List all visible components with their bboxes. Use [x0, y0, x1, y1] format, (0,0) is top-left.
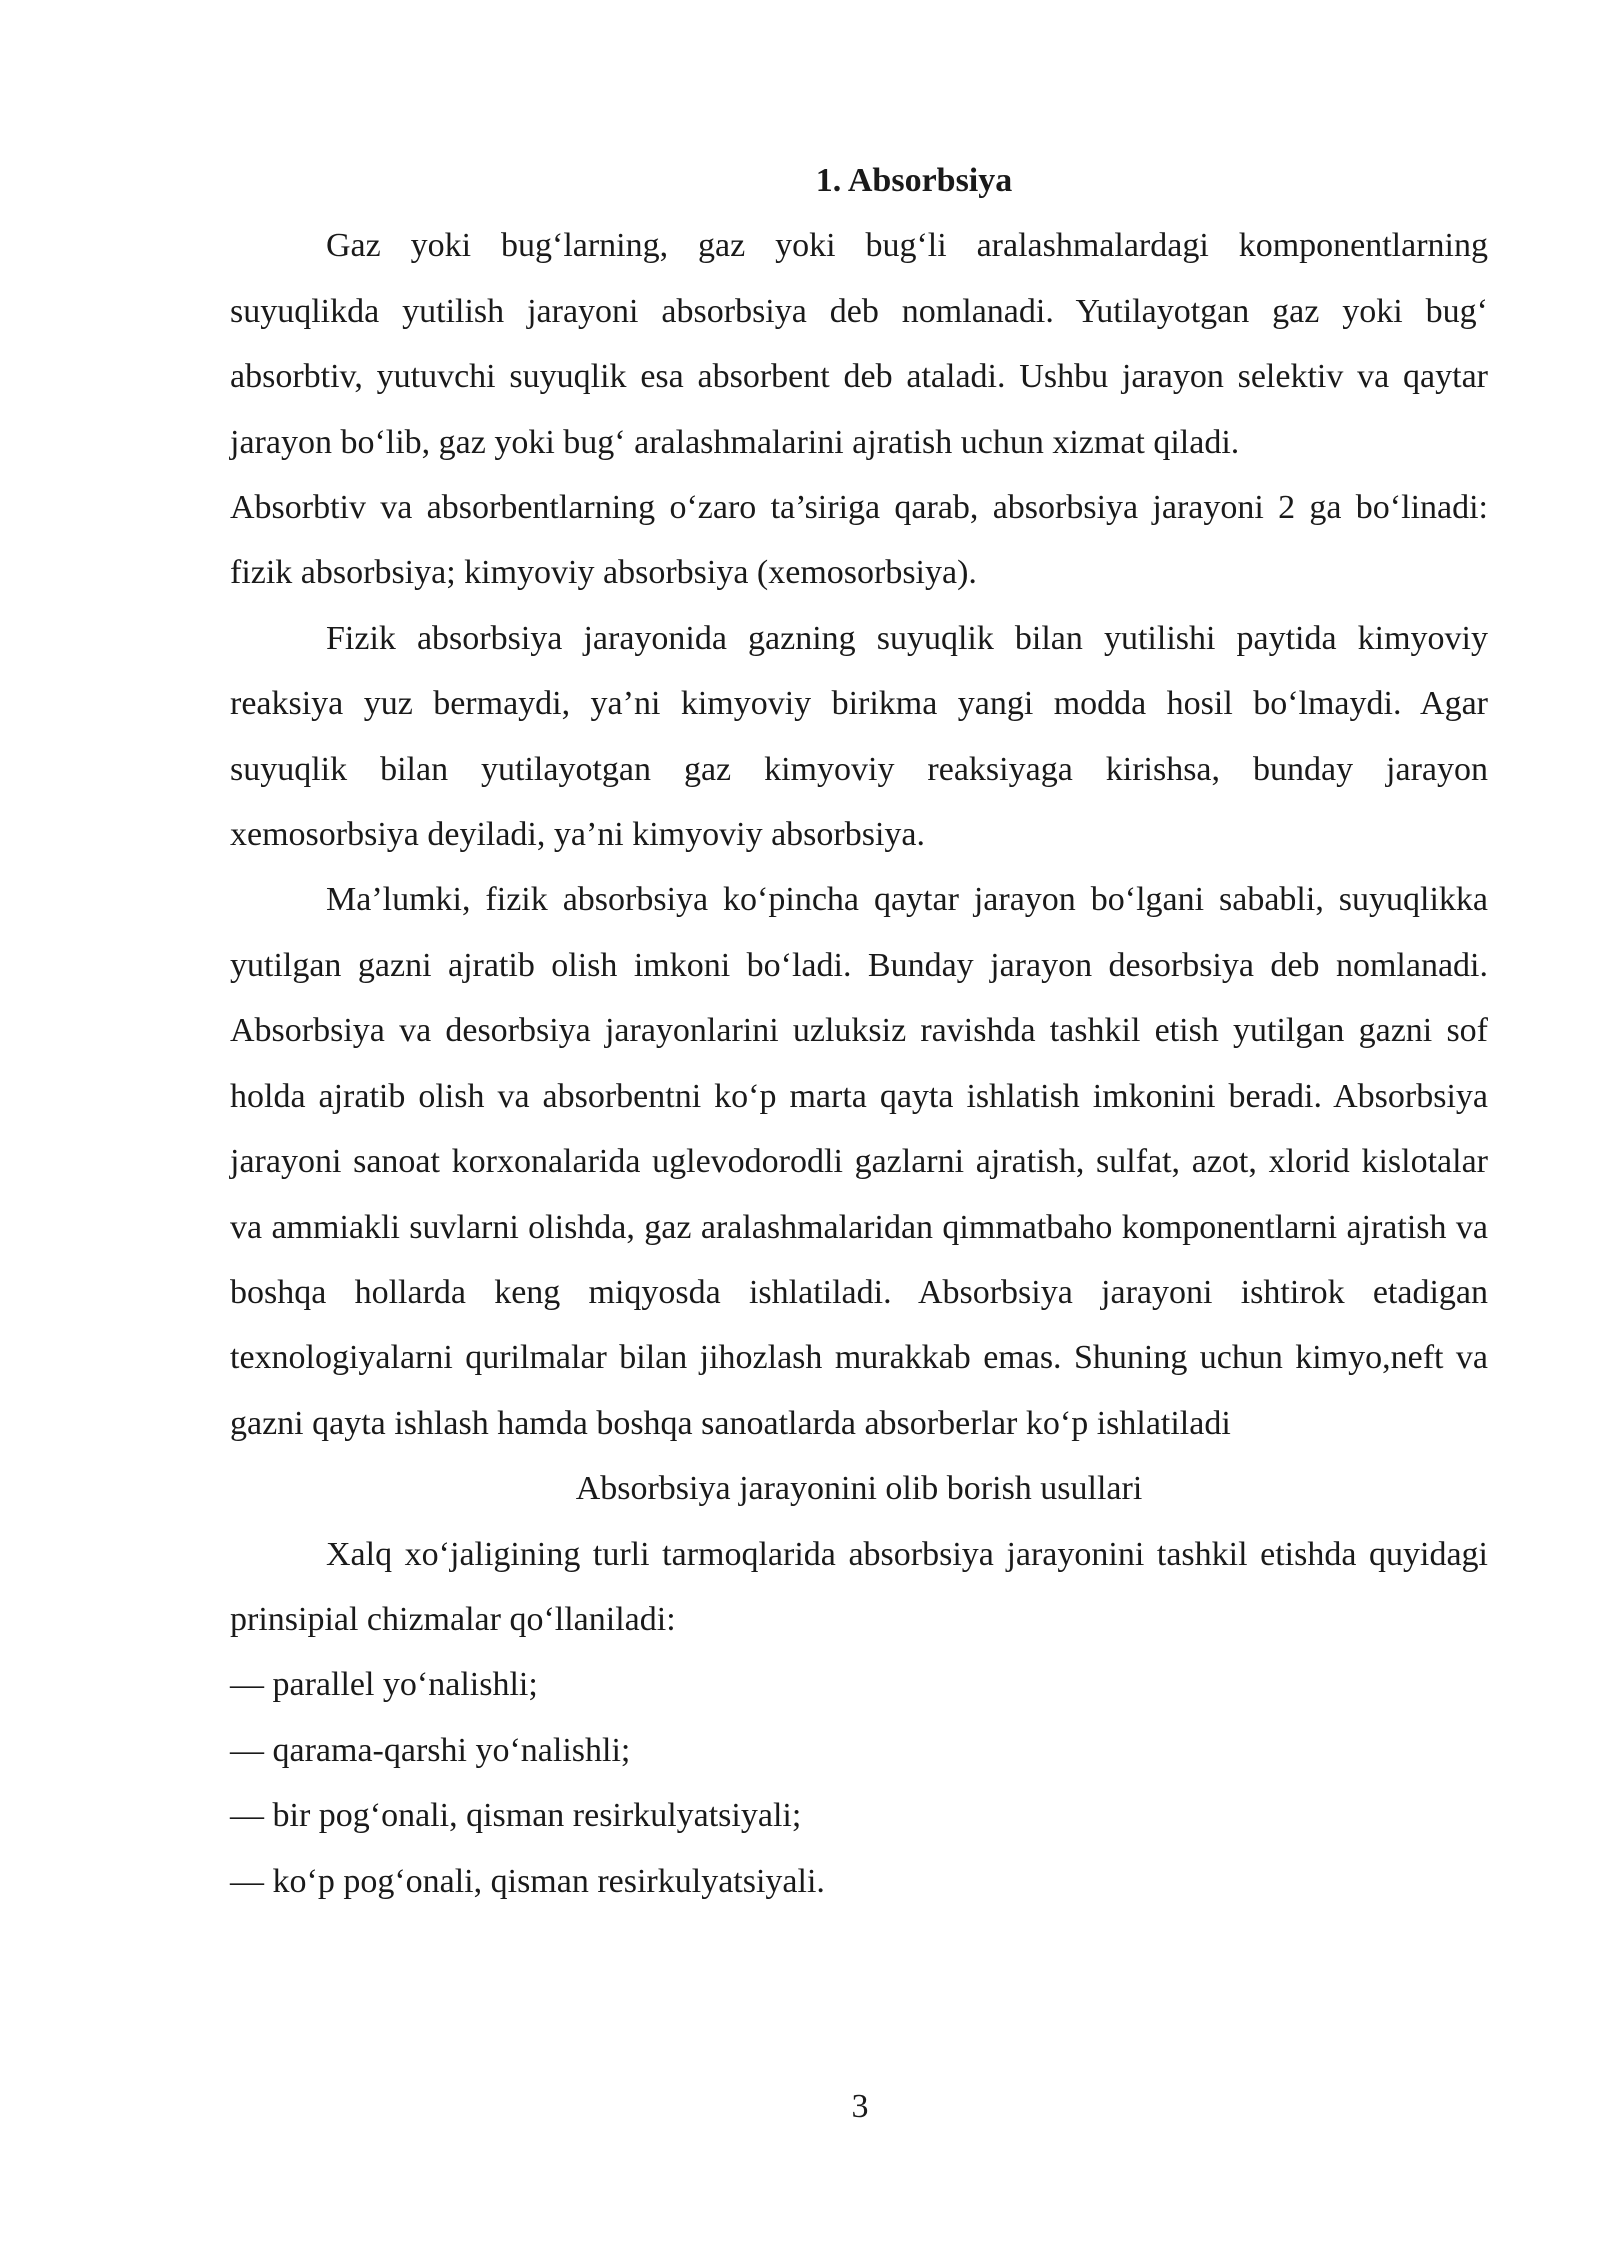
- list-item: — parallel yo‘nalishli;: [230, 1666, 538, 1704]
- methods-subheading: Absorbsiya jarayonini olib borish usullari: [575, 1470, 1143, 1508]
- paragraph-physical-absorption: Fizik absorbsiya jarayonida gazning suyuqlik bilan yutilishi paytida kimyoviy reaksiya yuz bermaydi, ya’ni kimyoviy birikma yangi modda hosil bo‘lmaydi. Agar suyuqlik bilan yutilayotgan gaz kimyoviy reaksiyaga kirishsa, bunday jarayon xemosorbsiya deyiladi, ya’ni kimyoviy absorbsiya.: [230, 619, 1488, 854]
- page-number: 3: [851, 2088, 869, 2125]
- schemes-list: [230, 1652, 1488, 1914]
- paragraph-desorption: Ma’lumki, fizik absorbsiya ko‘pincha qaytar jarayon bo‘lgani sababli, suyuqlikka yutilgan gazni ajratib olish imkoni bo‘ladi. Bunday jarayon desorbsiya deb nomlanadi. Absorbsiya va desorbsiya jarayonlarini uzluksiz ravishda tashkil etish yutilgan gazni sof holda ajratib olish va absorbentni ko‘p marta qayta ishlatish imkonini beradi. Absorbsiya jarayoni sanoat korxonalarida uglevodorodli gazlarni ajratish, sulfat, azot, xlorid kislotalar va ammiakli suvlarni olishda, gaz aralashmalaridan qimmatbaho komponentlarni ajratish va boshqa hollarda keng miqyosda ishlatiladi. Absorbsiya jarayoni ishtirok etadigan texnologiyalarni qurilmalar bilan jihozlash murakkab emas. Shuning uchun kimyo,neft va gazni qayta ishlash hamda boshqa sanoatlarda absorberlar ko‘p ishlatiladi: [230, 881, 1488, 1442]
- paragraph-classification: Absorbtiv va absorbentlarning o‘zaro ta’siriga qarab, absorbsiya jarayoni 2 ga bo‘linadi: fizik absorbsiya; kimyoviy absorbsiya (xemosorbsiya).: [230, 489, 1488, 592]
- list-item: — qarama-qarshi yo‘nalishli;: [230, 1731, 631, 1769]
- list-item: — ko‘p pog‘onali, qisman resirkulyatsiyali.: [230, 1862, 825, 1900]
- paragraph-definition: Gaz yoki bug‘larning, gaz yoki bug‘li aralashmalardagi komponentlarning suyuqlikda yutilish jarayoni absorbsiya deb nomlanadi. Yutilayotgan gaz yoki bug‘ absorbtiv, yutuvchi suyuqlik esa absorbent deb ataladi. Ushbu jarayon selektiv va qaytar jarayon bo‘lib, gaz yoki bug‘ aralashmalarini ajratish uchun xizmat qiladi.: [230, 227, 1488, 461]
- list-item: — bir pog‘onali, qisman resirkulyatsiyali;: [230, 1797, 802, 1835]
- page-content: [230, 148, 1488, 1914]
- section-heading: 1. Absorbsiya: [815, 162, 1013, 199]
- paragraph-schemes-intro: Xalq xo‘jaligining turli tarmoqlarida absorbsiya jarayonini tashkil etishda quyidagi prinsipial chizmalar qo‘llaniladi:: [230, 1535, 1488, 1638]
